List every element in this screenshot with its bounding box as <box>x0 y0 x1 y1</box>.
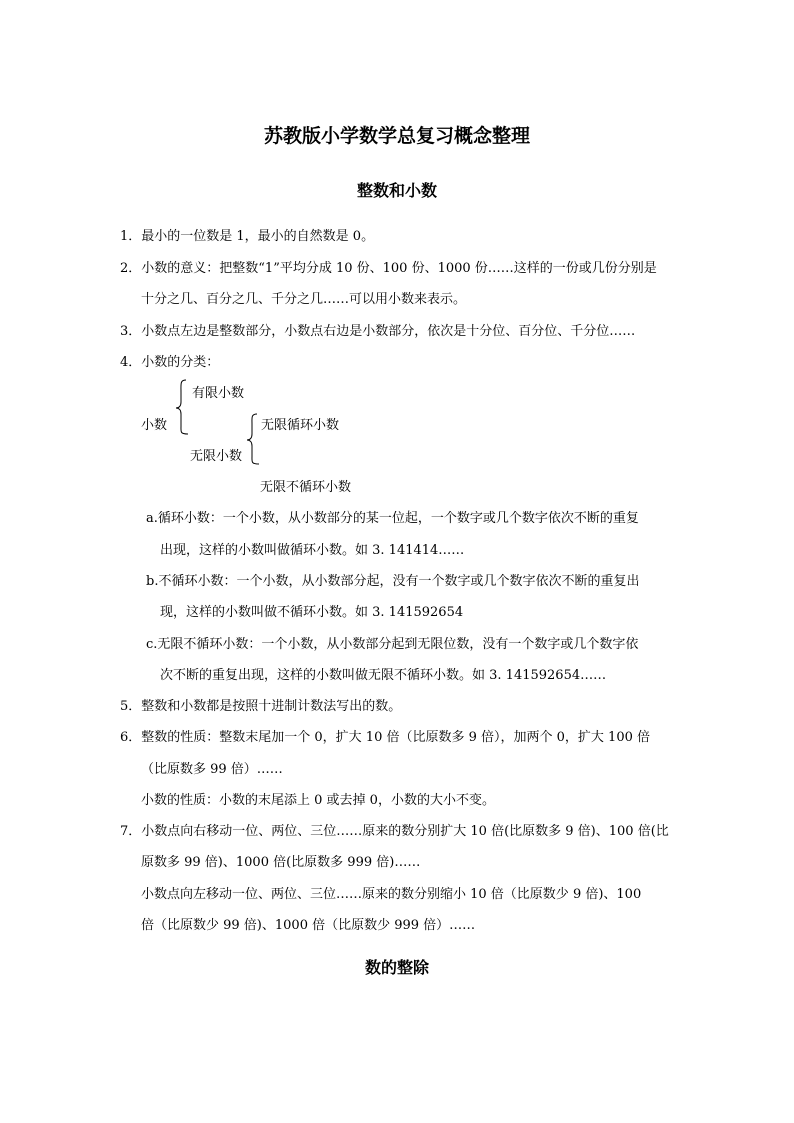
document-title: 苏教版小学数学总复习概念整理 <box>263 125 530 147</box>
def-c-line-1: c.无限不循环小数：一个小数，从小数部分起到无限位数，没有一个数字或几个数字依 <box>146 637 639 652</box>
item-7-line-2: 原数多 99 倍)、1000 倍(比原数多 999 倍)…… <box>141 855 421 870</box>
left-brace-icon <box>245 412 265 468</box>
item-5: 5．整数和小数都是按照十进制计数法写出的数。 <box>120 699 402 714</box>
left-brace-icon <box>174 378 194 438</box>
class-nonrepeating: 无限不循环小数 <box>260 480 352 495</box>
item-4: 4．小数的分类： <box>120 355 220 370</box>
section-heading-integers-decimals: 整数和小数 <box>356 181 437 200</box>
item-7-line-1: 7．小数点向右移动一位、两位、三位……原来的数分别扩大 10 倍(比原数多 9 倍)、100 倍(比 <box>120 824 669 839</box>
section-heading-divisibility: 数的整除 <box>364 958 429 977</box>
item-3: 3．小数点左边是整数部分，小数点右边是小数部分，依次是十分位、百分位、千分位…… <box>120 324 636 339</box>
item-7-line-4: 倍（比原数少 99 倍)、1000 倍（比原数少 999 倍）…… <box>141 918 476 933</box>
item-7-line-3: 小数点向左移动一位、两位、三位……原来的数分别缩小 10 倍（比原数少 9 倍)、100 <box>141 887 642 902</box>
item-6-line-1: 6．整数的性质：整数末尾加一个 0，扩大 10 倍（比原数多 9 倍），加两个 0，扩大 100 倍 <box>120 730 650 745</box>
class-infinite: 无限小数 <box>190 449 243 464</box>
def-c-line-2: 次不断的重复出现，这样的小数叫做无限不循环小数。如 3. 141592654…… <box>160 668 607 683</box>
def-a-line-1: a.循环小数：一个小数，从小数部分的某一位起，一个数字或几个数字依次不断的重复 <box>146 511 639 526</box>
item-6-line-2: （比原数多 99 倍）…… <box>141 762 283 777</box>
def-b-line-2: 现，这样的小数叫做不循环小数。如 3. 141592654 <box>160 605 464 620</box>
class-repeating: 无限循环小数 <box>261 418 340 433</box>
item-1: 1．最小的一位数是 1，最小的自然数是 0。 <box>120 229 375 244</box>
item-6-decimal-property: 小数的性质：小数的末尾添上 0 或去掉 0，小数的大小不变。 <box>141 793 495 808</box>
def-b-line-1: b.不循环小数：一个小数，从小数部分起，没有一个数字或几个数字依次不断的重复出 <box>146 574 640 589</box>
item-2-line-2: 十分之几、百分之几、千分之几……可以用小数来表示。 <box>141 292 467 307</box>
class-root: 小数 <box>141 418 168 433</box>
item-2-line-1: 2．小数的意义：把整数“1”平均分成 10 份、100 份、1000 份……这样的一份或几份分别是 <box>120 261 657 276</box>
def-a-line-2: 出现，这样的小数叫做循环小数。如 3. 141414…… <box>160 543 465 558</box>
class-finite: 有限小数 <box>192 386 245 401</box>
